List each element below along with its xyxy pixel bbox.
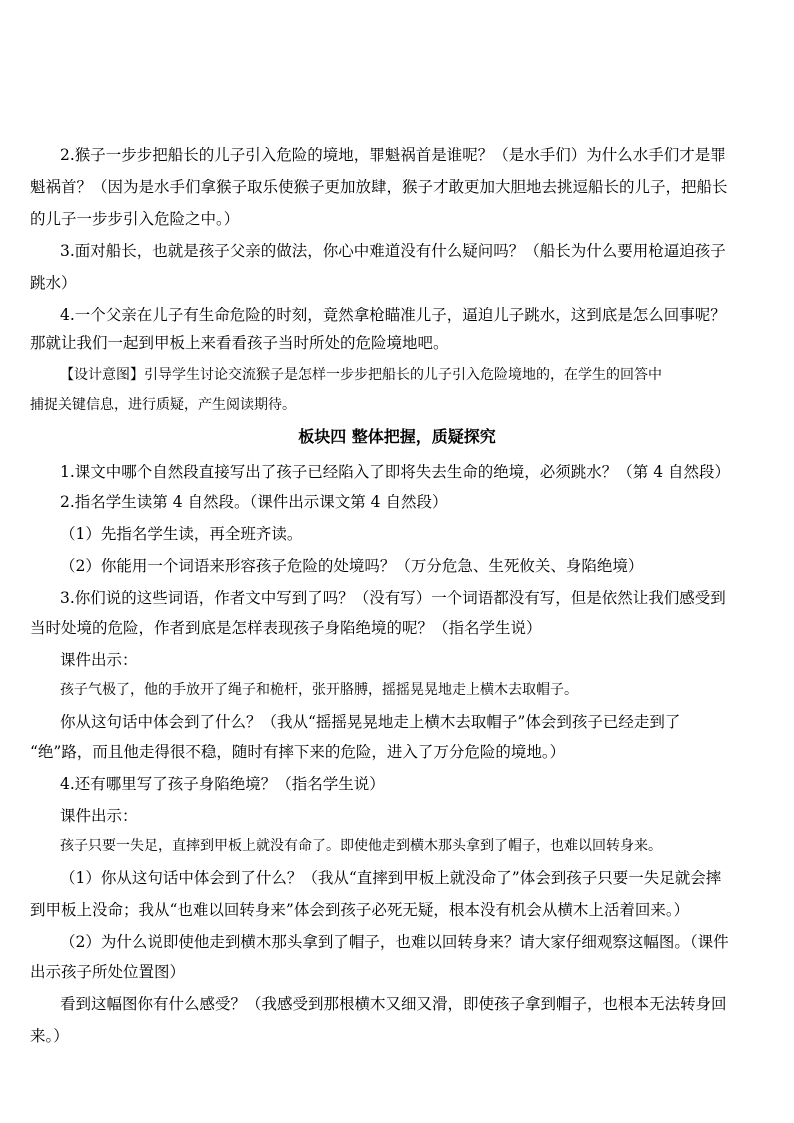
paragraph-line: 1.课文中哪个自然段直接写出了孩子已经陷入了即将失去生命的绝境，必须跳水？（第 4 自然段） bbox=[60, 463, 731, 481]
paragraph-line: 2.指名学生读第 4 自然段。（课件出示课文第 4 自然段） bbox=[60, 493, 448, 511]
design-intent-line: 【设计意图】引导学生讨论交流猴子是怎样一步步把船长的儿子引入危险境地的，在学生的回答中 bbox=[60, 367, 662, 383]
paragraph-line: 到甲板上没命；我从“也难以回转身来”体会到孩子必死无疑，根本没有机会从横木上活着回来。） bbox=[30, 901, 690, 919]
paragraph-line: 课件出示： bbox=[60, 807, 138, 825]
section-heading: 板块四 整体把握，质疑探究 bbox=[298, 427, 496, 446]
paragraph-line: （1）你从这句话中体会到了什么？（我从“直摔到甲板上就没命了”体会到孩子只要一失足就会摔 bbox=[60, 869, 722, 887]
paragraph-line: （2）为什么说即使他走到横木那头拿到了帽子，也难以回转身来？请大家仔细观察这幅图。（课件 bbox=[60, 933, 729, 951]
paragraph-line: 来。） bbox=[30, 1027, 69, 1045]
paragraph-line: 4.一个父亲在儿子有生命危险的时刻，竟然拿枪瞄准儿子，逼迫儿子跳水，这到底是怎么回事呢？ bbox=[60, 306, 726, 324]
paragraph-line: （2）你能用一个词语来形容孩子危险的处境吗？（万分危急、生死攸关、身陷绝境） bbox=[60, 557, 644, 575]
paragraph-line: 的儿子一步步引入危险之中。） bbox=[30, 210, 240, 228]
paragraph-line: 跳水） bbox=[30, 274, 77, 292]
paragraph-line: 课件出示： bbox=[60, 651, 138, 669]
courseware-quote: 孩子气极了，他的手放开了绳子和桅杆，张开胳膊，摇摇晃晃地走上横木去取帽子。 bbox=[60, 682, 578, 698]
design-intent-line: 捕捉关键信息，进行质疑，产生阅读期待。 bbox=[30, 397, 296, 413]
paragraph-line: 出示孩子所处位置图） bbox=[30, 963, 186, 981]
paragraph-line: 当时处境的危险，作者到底是怎样表现孩子身陷绝境的呢？（指名学生说） bbox=[30, 619, 542, 637]
paragraph-line: （1）先指名学生读，再全班齐读。 bbox=[60, 525, 303, 543]
paragraph-line: 3.你们说的这些词语，作者文中写到了吗？（没有写）一个词语都没有写，但是依然让我们感受到 bbox=[60, 589, 726, 607]
paragraph-line: 魁祸首？（因为是水手们拿猴子取乐使猴子更加放肆，猴子才敢更加大胆地去挑逗船长的儿子，把船长 bbox=[30, 178, 728, 196]
paragraph-line: 那就让我们一起到甲板上来看看孩子当时所处的危险境地吧。 bbox=[30, 334, 449, 352]
paragraph-line: 看到这幅图你有什么感受？（我感受到那根横木又细又滑，即使孩子拿到帽子，也根本无法转身回 bbox=[60, 995, 727, 1013]
paragraph-line: “绝”路，而且他走得很不稳，随时有摔下来的危险，进入了万分危险的境地。） bbox=[30, 743, 566, 761]
paragraph-line: 你从这句话中体会到了什么？（我从“摇摇晃晃地走上横木去取帽子”体会到孩子已经走到了 bbox=[60, 713, 681, 731]
paragraph-line: 4.还有哪里写了孩子身陷绝境？（指名学生说） bbox=[60, 775, 385, 793]
courseware-quote: 孩子只要一失足，直摔到甲板上就没有命了。即使他走到横木那头拿到了帽子，也难以回转身来。 bbox=[60, 838, 662, 854]
paragraph-line: 2.猴子一步步把船长的儿子引入危险的境地，罪魁祸首是谁呢？（是水手们）为什么水手们才是罪 bbox=[60, 146, 726, 164]
paragraph-line: 3.面对船长，也就是孩子父亲的做法，你心中难道没有什么疑问吗？（船长为什么要用枪逼迫孩子 bbox=[60, 242, 726, 260]
